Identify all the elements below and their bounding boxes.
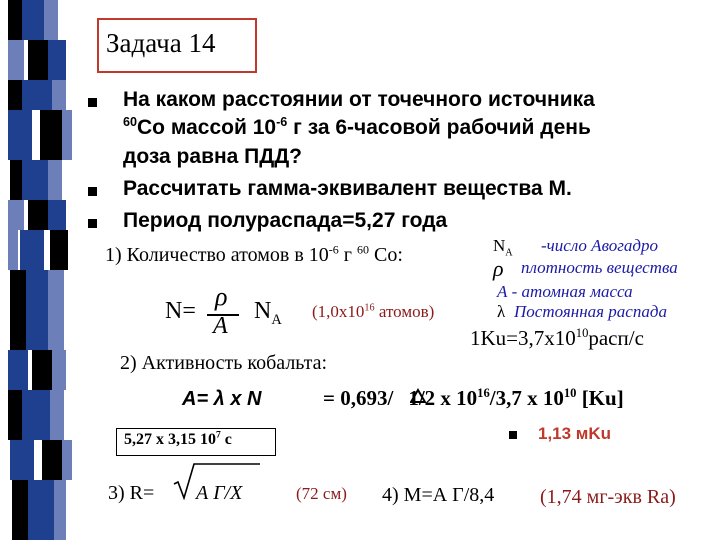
bullet-1-line-1: На каком расстоянии от точечного источника <box>123 88 595 111</box>
step-1-text: 1) Количество атомов в $10^{-6}$ г $^{60}$ Со: <box>105 242 403 266</box>
formula-n-avogadro: $N_A$ <box>254 298 282 328</box>
bullet-1-line-2: $^{60}$Со массой $10^{-6}$ г за 6-часовой рабочий день <box>123 115 591 139</box>
step-3-radicand: А Г/Х <box>196 482 243 504</box>
bullet-2 <box>88 187 97 196</box>
decorative-stripes <box>0 0 78 540</box>
step-4-text: 4) М=А Г/8,4 <box>382 484 495 506</box>
bullet-1-line-3: доза равна ПДД? <box>123 145 303 168</box>
step-2-text: 2) Активность кобальта: <box>120 352 328 374</box>
mass-result: (1,74 мг-экв Ra) <box>540 486 676 508</box>
bullet-3-text: Период полураспада=5,27 года <box>123 209 448 232</box>
formula-n-lhs: N= <box>165 298 196 324</box>
bullet-result <box>509 431 517 439</box>
activity-formula: А= λ х N <box>182 388 262 410</box>
slide-title: Задача 14 <box>106 28 216 58</box>
denominator-text: 5,27 х 3,15 $10^7$ с <box>124 429 232 448</box>
bullet-1 <box>88 98 97 107</box>
triangle-icon <box>410 388 426 404</box>
bullet-3 <box>88 219 97 228</box>
formula-n-numerator: ρ <box>215 282 228 311</box>
curie-definition: $1Ku=3,7х10^{10}расп/с$ <box>470 326 644 350</box>
atoms-result: ($1,0х10^{16}$ атомов) <box>312 302 435 321</box>
legend-atomic-mass: А - атомная масса <box>497 282 633 301</box>
formula-n-denominator: A <box>213 313 228 339</box>
step-3-label: 3) R= <box>108 482 155 504</box>
distance-result: (72 см) <box>296 484 347 503</box>
bullet-2-text: Рассчитать гамма-эквивалент вещества М. <box>123 177 572 200</box>
activity-result: 1,13 мKu <box>538 424 612 443</box>
activity-calculation: = 0,693/ 1/2 х $10^{16}/3,7$ х $10^{10}$ [Ku] <box>323 386 624 410</box>
